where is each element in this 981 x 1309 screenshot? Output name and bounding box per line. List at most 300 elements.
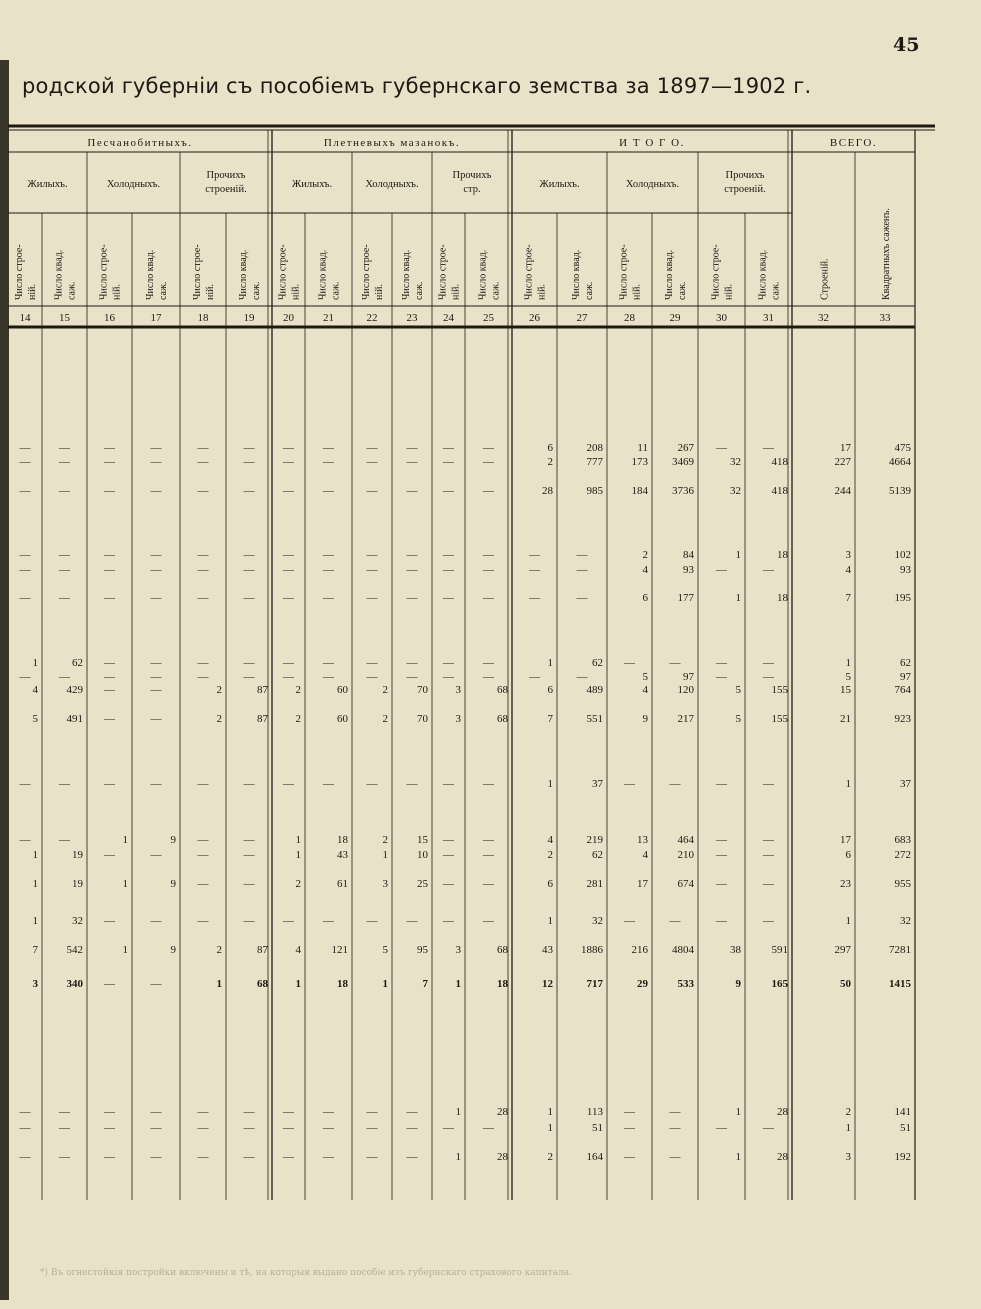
table-cell: — — [624, 657, 635, 669]
table-cell: 61 — [337, 878, 348, 890]
table-cell: 37 — [900, 778, 911, 790]
table-cell: — — [104, 1151, 115, 1163]
table-cell: — — [243, 778, 255, 790]
table-cell: — — [104, 684, 115, 696]
table-cell: — — [283, 1106, 294, 1118]
table-cell: — — [243, 849, 255, 861]
table-cell: — — [197, 1106, 209, 1118]
table-cell: 7281 — [889, 944, 911, 956]
table-cell: 674 — [677, 878, 694, 890]
table-cell: — — [59, 485, 70, 497]
table-cell: — — [716, 657, 727, 669]
table-cell: — — [483, 485, 494, 497]
column-number: 30 — [716, 312, 727, 324]
column-label — [145, 250, 169, 300]
table-cell: 1 — [122, 834, 128, 846]
table-cell: 717 — [586, 978, 603, 990]
table-cell: — — [19, 778, 31, 790]
table-cell: 173 — [631, 456, 648, 468]
table-cell: 9 — [642, 713, 648, 725]
table-cell: 68 — [497, 684, 508, 696]
table-cell: 12 — [542, 978, 553, 990]
table-cell: 87 — [257, 944, 268, 956]
table-cell: — — [366, 442, 378, 454]
column-label — [238, 250, 262, 300]
table-cell: — — [59, 778, 70, 790]
table-cell: 1 — [547, 915, 553, 927]
svg-text:Число строе-: Число строе- — [361, 244, 372, 300]
table-cell: — — [763, 878, 774, 890]
table-cell: — — [150, 657, 162, 669]
table-cell: — — [104, 671, 115, 683]
table-cell: — — [104, 564, 115, 576]
table-cell: 32 — [900, 915, 911, 927]
table-cell: — — [150, 978, 162, 990]
table-cell: — — [716, 778, 727, 790]
table-cell: 21 — [840, 713, 851, 725]
table-cell: — — [716, 671, 727, 683]
table-cell: 1415 — [889, 978, 911, 990]
table-cell: — — [150, 684, 162, 696]
table-cell: — — [104, 485, 115, 497]
table-cell: 7 — [845, 592, 851, 604]
table-cell: 23 — [840, 878, 851, 890]
table-cell: — — [283, 549, 294, 561]
page-number: 45 — [893, 34, 920, 56]
table-cell: — — [323, 778, 334, 790]
table-cell: 93 — [683, 564, 694, 576]
svg-text:Число строе-: Число строе- — [277, 244, 289, 300]
table-cell: 192 — [894, 1151, 911, 1163]
table-cell: 1 — [845, 915, 851, 927]
table-cell: 2 — [216, 713, 222, 725]
table-cell: 32 — [730, 485, 741, 497]
table-cell: 9 — [170, 944, 176, 956]
table-cell: — — [366, 778, 378, 790]
svg-text:саж.: саж. — [770, 281, 782, 300]
table-cell: — — [443, 778, 454, 790]
table-cell: 38 — [730, 944, 741, 956]
table-cell: 121 — [331, 944, 348, 956]
table-cell: — — [529, 592, 540, 604]
table-cell: 93 — [900, 564, 911, 576]
table-cell: — — [323, 456, 334, 468]
table-cell: 113 — [586, 1106, 603, 1118]
table-cell: 2 — [642, 549, 648, 561]
table-cell: — — [763, 671, 774, 683]
table-cell: — — [150, 849, 162, 861]
svg-text:Число квад.: Число квад. — [571, 249, 582, 300]
svg-text:Число квад.: Число квад. — [401, 249, 412, 300]
table-cell: — — [443, 442, 454, 454]
column-label — [361, 244, 385, 300]
svg-text:саж.: саж. — [158, 281, 169, 300]
table-cell: — — [59, 1151, 70, 1163]
table-cell: — — [763, 1122, 774, 1134]
table-cell: 28 — [497, 1151, 508, 1163]
table-cell: 68 — [497, 713, 508, 725]
table-cell: 2 — [547, 1151, 553, 1163]
table-cell: — — [443, 834, 454, 846]
table-cell: 28 — [777, 1151, 788, 1163]
table-cell: — — [323, 657, 334, 669]
table-cell: 1 — [32, 657, 38, 669]
table-cell: — — [150, 778, 162, 790]
table-cell: — — [283, 592, 294, 604]
table-cell: — — [197, 834, 209, 846]
column-label — [438, 244, 462, 300]
table-cell: — — [483, 549, 494, 561]
table-cell: 5 — [845, 671, 851, 683]
table-cell: — — [323, 1151, 334, 1163]
table-cell: 4 — [547, 834, 553, 846]
table-cell: — — [443, 915, 454, 927]
table-cell: — — [483, 778, 494, 790]
table-cell: 62 — [900, 657, 911, 669]
svg-text:ній.: ній. — [374, 284, 385, 300]
table-cell: 15 — [840, 684, 851, 696]
table-cell: 17 — [840, 834, 851, 846]
table-cell: 985 — [586, 485, 603, 497]
table-cell: — — [59, 442, 70, 454]
table-cell: — — [59, 564, 70, 576]
table-cell: 2 — [382, 713, 388, 725]
table-cell: — — [483, 915, 494, 927]
svg-text:ній.: ній. — [450, 284, 462, 300]
table-cell: 184 — [631, 485, 648, 497]
table-cell: — — [104, 549, 115, 561]
table-cell: 11 — [637, 442, 648, 454]
table-cell: — — [59, 834, 70, 846]
table-cell: 2 — [382, 684, 388, 696]
table-cell: — — [104, 442, 115, 454]
table-cell: — — [323, 671, 334, 683]
table-cell: — — [243, 1122, 255, 1134]
table-cell: 9 — [735, 978, 741, 990]
table-cell: 2 — [295, 878, 301, 890]
table-cell: 217 — [677, 713, 694, 725]
table-cell: 18 — [777, 592, 788, 604]
table-cell: 227 — [834, 456, 851, 468]
table-cell: 1 — [295, 978, 301, 990]
table-cell: 97 — [683, 671, 694, 683]
table-cell: — — [197, 671, 209, 683]
table-cell: 43 — [337, 849, 348, 861]
table-cell: 15 — [417, 834, 428, 846]
subgroup-header: Жилыхъ. — [539, 179, 580, 190]
table-cell: 340 — [66, 978, 83, 990]
table-cell: 219 — [586, 834, 603, 846]
table-cell: — — [150, 442, 162, 454]
table-cell: — — [19, 442, 31, 454]
column-number: 21 — [323, 312, 334, 324]
page-title: родской губерніи съ пособіемъ губернскаго земства за 1897—1902 г. — [22, 74, 812, 98]
table-cell: 95 — [417, 944, 428, 956]
table-cell: — — [366, 915, 378, 927]
table-cell: — — [406, 1106, 418, 1118]
table-cell: 28 — [497, 1106, 508, 1118]
svg-text:саж.: саж. — [66, 281, 78, 300]
table-cell: — — [529, 671, 540, 683]
table-cell: — — [283, 1122, 294, 1134]
column-number: 18 — [197, 312, 209, 324]
table-cell: 5 — [735, 713, 741, 725]
table-cell: — — [406, 592, 418, 604]
table-cell: — — [624, 1122, 635, 1134]
table-cell: — — [443, 671, 454, 683]
table-cell: 210 — [677, 849, 694, 861]
table-cell: — — [406, 671, 418, 683]
table-cell: — — [443, 485, 454, 497]
table-cell: 5 — [32, 713, 38, 725]
table-cell: — — [150, 713, 162, 725]
svg-text:саж.: саж. — [251, 281, 262, 300]
table-cell: — — [150, 456, 162, 468]
table-cell: — — [283, 456, 294, 468]
svg-text:саж.: саж. — [414, 281, 425, 300]
table-cell: — — [104, 1122, 115, 1134]
column-label — [401, 250, 425, 300]
table-cell: 1 — [547, 657, 553, 669]
page-footnote: *) Въ огнестойкія постройки включены и тѣ, на которыя выдано пособіе изъ губернскаго страхового капитала. — [40, 1268, 572, 1278]
table-cell: — — [197, 849, 209, 861]
table-cell: — — [59, 592, 70, 604]
table-cell: — — [283, 442, 294, 454]
table-cell: — — [406, 549, 418, 561]
column-label — [664, 250, 688, 300]
table-cell: — — [406, 1122, 418, 1134]
table-cell: — — [443, 849, 454, 861]
table-cell: — — [669, 1122, 681, 1134]
table-cell: 1 — [32, 849, 38, 861]
table-cell: 62 — [592, 849, 603, 861]
table-cell: 141 — [894, 1106, 911, 1118]
table-cell: 1 — [32, 878, 38, 890]
table-cell: — — [197, 485, 209, 497]
subgroup-header: Жилыхъ. — [291, 179, 333, 190]
table-cell: 244 — [834, 485, 851, 497]
table-cell: — — [150, 485, 162, 497]
table-cell: 155 — [771, 684, 788, 696]
table-cell: 68 — [497, 944, 508, 956]
table-cell: 4804 — [672, 944, 694, 956]
table-cell: 18 — [777, 549, 788, 561]
table-cell: — — [763, 778, 774, 790]
column-number: 31 — [763, 312, 774, 324]
table-cell: — — [104, 592, 115, 604]
column-label — [619, 244, 643, 300]
table-cell: — — [624, 1106, 635, 1118]
table-cell: 195 — [894, 592, 911, 604]
svg-text:ній.: ній. — [111, 284, 123, 300]
table-cell: — — [150, 671, 162, 683]
column-label — [478, 250, 502, 300]
table-cell: — — [323, 915, 334, 927]
table-cell: 1 — [455, 1106, 461, 1118]
table-cell: 9 — [170, 878, 176, 890]
subgroup-header: Прочихъ строеній. — [205, 170, 247, 195]
table-cell: 1 — [122, 944, 128, 956]
table-cell: — — [669, 1106, 681, 1118]
table-cell: — — [763, 564, 774, 576]
table-cell: — — [323, 1122, 334, 1134]
table-cell: 1 — [295, 834, 301, 846]
table-cell: — — [197, 456, 209, 468]
table-cell: — — [406, 442, 418, 454]
table-cell: — — [150, 915, 162, 927]
svg-text:Число квад.: Число квад. — [757, 249, 769, 300]
table-cell: — — [59, 456, 70, 468]
table-cell: — — [19, 485, 31, 497]
table-cell: 97 — [900, 671, 911, 683]
table-cell: — — [283, 671, 294, 683]
table-cell: 10 — [417, 849, 428, 861]
table-cell: — — [443, 878, 454, 890]
table-cell: — — [243, 485, 255, 497]
svg-text:Число строе-: Число строе- — [98, 244, 110, 300]
table-cell: — — [104, 849, 115, 861]
table-cell: — — [483, 592, 494, 604]
svg-text:ній.: ній. — [631, 284, 643, 300]
table-cell: — — [323, 549, 334, 561]
table-cell: 6 — [642, 592, 648, 604]
table-cell: — — [243, 657, 255, 669]
table-cell: — — [243, 442, 255, 454]
subgroup-header: Прочихъ строеній. — [724, 170, 766, 195]
table-cell: — — [366, 456, 378, 468]
table-cell: — — [576, 564, 588, 576]
table-cell: — — [483, 834, 494, 846]
svg-text:Число квад.: Число квад. — [477, 249, 489, 300]
table-cell: — — [406, 456, 418, 468]
table-cell: — — [243, 592, 255, 604]
svg-text:саж.: саж. — [330, 281, 342, 300]
table-cell: — — [483, 671, 494, 683]
table-cell: 60 — [337, 684, 348, 696]
table-cell: — — [283, 915, 294, 927]
table-cell: 28 — [777, 1106, 788, 1118]
table-cell: 1 — [455, 1151, 461, 1163]
table-cell: 418 — [771, 485, 788, 497]
table-cell: — — [366, 657, 378, 669]
table-cell: 120 — [677, 684, 694, 696]
table-cell: 51 — [592, 1122, 603, 1134]
table-cell: 216 — [631, 944, 648, 956]
table-cell: 955 — [894, 878, 911, 890]
table-cell: — — [104, 713, 115, 725]
table-cell: — — [483, 657, 494, 669]
table-cell: 281 — [586, 878, 603, 890]
table-cell: — — [323, 485, 334, 497]
table-cell: — — [366, 1151, 378, 1163]
table-cell: — — [669, 915, 681, 927]
svg-text:Квадратныхъ саженъ.: Квадратныхъ саженъ. — [881, 208, 892, 300]
column-number: 27 — [576, 312, 588, 324]
table-cell: 4 — [642, 849, 648, 861]
table-cell: 3469 — [672, 456, 694, 468]
table-cell: 1 — [455, 978, 461, 990]
svg-text:Число строе-: Число строе- — [192, 244, 203, 300]
table-cell: 62 — [72, 657, 83, 669]
table-cell: — — [576, 549, 588, 561]
table-cell: — — [763, 849, 774, 861]
table-cell: 3 — [32, 978, 38, 990]
table-cell: — — [150, 1122, 162, 1134]
table-cell: — — [323, 592, 334, 604]
table-cell: 165 — [771, 978, 788, 990]
table-cell: 429 — [66, 684, 83, 696]
column-number: 33 — [879, 312, 891, 324]
table-cell: — — [150, 592, 162, 604]
table-cell: 591 — [771, 944, 788, 956]
table-cell: 177 — [677, 592, 694, 604]
table-cell: — — [59, 549, 70, 561]
svg-text:ній.: ній. — [27, 284, 38, 300]
table-cell: — — [243, 1151, 255, 1163]
table-cell: — — [243, 834, 255, 846]
table-cell: 1 — [547, 1106, 553, 1118]
table-cell: 1 — [122, 878, 128, 890]
table-cell: 1 — [735, 549, 741, 561]
table-cell: — — [104, 778, 115, 790]
table-cell: 29 — [637, 978, 648, 990]
table-cell: 7 — [422, 978, 428, 990]
group-header: ВСЕГО. — [829, 137, 878, 149]
column-number: 32 — [818, 312, 829, 324]
table-cell: — — [283, 564, 294, 576]
table-cell: 84 — [683, 549, 694, 561]
table-cell: 683 — [894, 834, 911, 846]
column-number: 20 — [283, 312, 294, 324]
table-cell: 1 — [845, 657, 851, 669]
column-label — [99, 244, 123, 300]
table-cell: — — [19, 456, 31, 468]
table-cell: — — [283, 657, 294, 669]
table-cell: 208 — [586, 442, 603, 454]
table-cell: — — [443, 657, 454, 669]
table-cell: 32 — [72, 915, 83, 927]
table-cell: 102 — [894, 549, 911, 561]
subgroup-header: Холодныхъ. — [625, 179, 680, 190]
table-cell: 923 — [894, 713, 911, 725]
table-cell: — — [197, 1122, 209, 1134]
column-label — [54, 250, 78, 300]
table-cell: — — [150, 1106, 162, 1118]
table-cell: — — [483, 564, 494, 576]
table-cell: 19 — [72, 849, 83, 861]
table-cell: 25 — [417, 878, 428, 890]
table-cell: 2 — [216, 684, 222, 696]
column-number: 19 — [243, 312, 255, 324]
svg-text:саж.: саж. — [677, 281, 688, 300]
table-cell: 464 — [677, 834, 694, 846]
column-label — [711, 244, 735, 300]
column-label — [524, 244, 548, 300]
table-cell: — — [19, 1122, 31, 1134]
table-cell: — — [197, 878, 209, 890]
table-header — [14, 137, 892, 324]
table-cell: — — [150, 1151, 162, 1163]
table-cell: — — [483, 1122, 494, 1134]
table-cell: 1 — [845, 778, 851, 790]
table-cell: — — [19, 592, 31, 604]
svg-text:ній.: ній. — [536, 284, 548, 300]
table-cell: — — [243, 671, 255, 683]
table-cell: 1886 — [581, 944, 603, 956]
table-cell: 4 — [32, 684, 38, 696]
table-cell: — — [716, 915, 727, 927]
table-cell: 3 — [845, 1151, 851, 1163]
